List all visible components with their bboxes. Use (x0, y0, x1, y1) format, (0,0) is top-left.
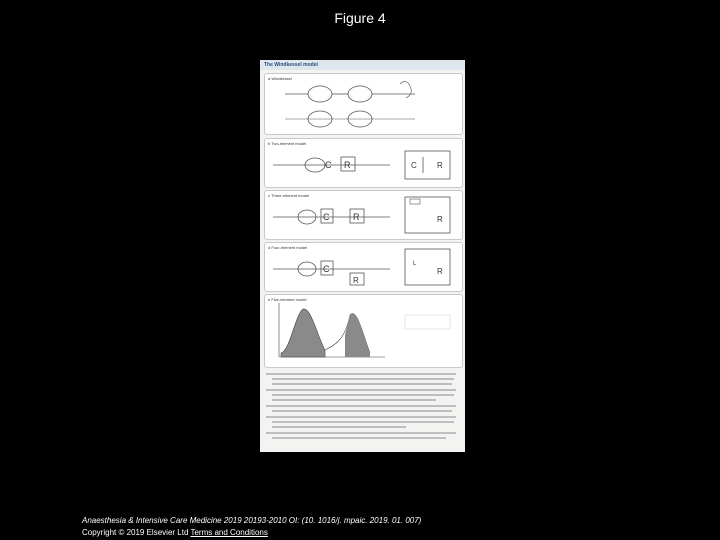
panel-e-diagram (265, 295, 462, 367)
panel-e (264, 294, 463, 368)
figure-image (260, 60, 465, 452)
panel-a (264, 73, 463, 135)
panel-d (264, 242, 463, 292)
svg-text:R: R (353, 212, 360, 222)
panel-b (264, 138, 463, 188)
panel-c (264, 190, 463, 240)
citation-text: Anaesthesia & Intensive Care Medicine 2019 20193-2010 OI: (10. 1016/j. mpaic. 2019. 01. 007) (82, 516, 422, 525)
panel-b-diagram (265, 139, 462, 187)
terms-link[interactable]: Terms and Conditions (190, 528, 268, 537)
caption-text-lines (266, 370, 459, 448)
panel-c-diagram (265, 191, 462, 239)
svg-text:R: R (344, 160, 351, 170)
svg-text:C: C (325, 160, 332, 170)
figure-heading (260, 60, 465, 70)
panel-a-diagram (265, 74, 462, 134)
copyright-text: Copyright © 2019 Elsevier Ltd (82, 528, 189, 537)
svg-text:R: R (437, 161, 443, 170)
panel-a-label: a Windkessel (268, 76, 292, 81)
footer (82, 515, 421, 539)
panel-e-label: e Five-element model (268, 297, 307, 302)
svg-text:R: R (437, 267, 443, 276)
svg-text:C: C (323, 212, 330, 222)
svg-text:C: C (411, 161, 417, 170)
svg-text:L: L (413, 261, 417, 267)
svg-text:R: R (437, 215, 443, 224)
panel-c-label: c Three-element model (268, 193, 310, 198)
svg-text:C: C (323, 264, 330, 274)
panel-d-diagram (265, 243, 462, 291)
svg-text:R: R (353, 276, 359, 285)
copyright-line (82, 527, 421, 539)
figure-heading-text: The Windkessel model (264, 62, 318, 68)
figure-caption (266, 370, 459, 450)
panel-d-label: d Four-element model (268, 245, 308, 250)
page-title: Figure 4 (334, 10, 386, 26)
panel-b-label: b Two-element model (268, 141, 307, 146)
